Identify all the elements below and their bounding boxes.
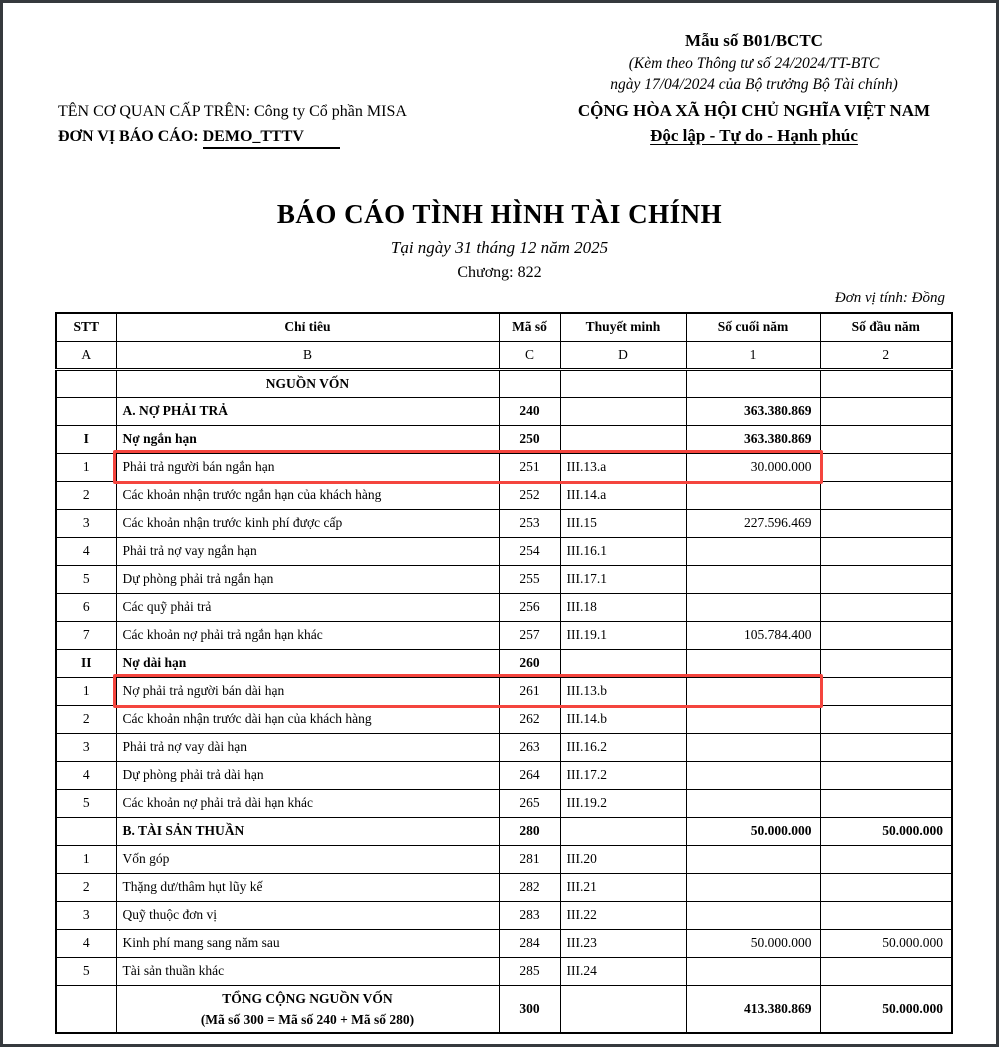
cell-chi-tieu [116, 985, 499, 1033]
report-title: BÁO CÁO TÌNH HÌNH TÀI CHÍNH [276, 199, 723, 229]
cell-stt: 3 [56, 733, 116, 761]
cell-so-cuoi-nam: 363.380.869 [686, 397, 820, 425]
parent-agency-line: TÊN CƠ QUAN CẤP TRÊN: Công ty Cổ phần MISA [58, 103, 407, 120]
table-header-row [56, 313, 952, 341]
cell-chi-tieu: A. NỢ PHẢI TRẢ [116, 397, 499, 425]
cell-ma-so: 254 [499, 537, 560, 565]
cell-chi-tieu-line1: TỔNG CỘNG NGUỒN VỐN [222, 990, 393, 1006]
cell-thuyet-minh: III.13.a [560, 453, 686, 481]
cell-thuyet-minh [560, 397, 686, 425]
cell-chi-tieu: Nợ phải trả người bán dài hạn [116, 677, 499, 705]
cell-thuyet-minh [560, 817, 686, 845]
cell-thuyet-minh: III.16.1 [560, 537, 686, 565]
cell-so-dau-nam [820, 621, 952, 649]
table-column-key-row [56, 341, 952, 369]
cell-so-dau-nam [820, 677, 952, 705]
report-date: Tại ngày 31 tháng 12 năm 2025 [390, 238, 609, 257]
column-header-so-cuoi-nam: Số cuối năm [686, 313, 820, 341]
currency-unit-note: Đơn vị tính: Đồng [834, 290, 945, 306]
cell-chi-tieu: Vốn góp [116, 845, 499, 873]
table-row [56, 845, 952, 873]
cell-chi-tieu: Phải trả người bán ngắn hạn [116, 453, 499, 481]
cell-so-dau-nam [820, 397, 952, 425]
cell-so-dau-nam [820, 901, 952, 929]
column-key-1: 1 [686, 341, 820, 369]
cell-thuyet-minh: III.18 [560, 593, 686, 621]
cell-so-cuoi-nam [686, 677, 820, 705]
table-row [56, 649, 952, 677]
cell-so-cuoi-nam [686, 957, 820, 985]
cell-so-cuoi-nam: 50.000.000 [686, 929, 820, 957]
cell-stt: 5 [56, 789, 116, 817]
table-row [56, 677, 952, 705]
cell-chi-tieu: Các khoản nợ phải trả ngắn hạn khác [116, 621, 499, 649]
cell-so-cuoi-nam: 413.380.869 [686, 985, 820, 1033]
cell-so-dau-nam [820, 481, 952, 509]
cell-stt: I [56, 425, 116, 453]
cell-chi-tieu: Dự phòng phải trả ngắn hạn [116, 565, 499, 593]
column-header-stt: STT [56, 313, 116, 341]
cell-ma-so: 256 [499, 593, 560, 621]
cell-so-dau-nam [820, 957, 952, 985]
cell-chi-tieu: B. TÀI SẢN THUẦN [116, 817, 499, 845]
form-number: Mẫu số B01/BCTC [685, 31, 823, 50]
column-key-c: C [499, 341, 560, 369]
cell-so-dau-nam [820, 733, 952, 761]
cell-ma-so: 252 [499, 481, 560, 509]
column-header-ma-so: Mã số [499, 313, 560, 341]
cell-ma-so: 283 [499, 901, 560, 929]
national-title: CỘNG HÒA XÃ HỘI CHỦ NGHĨA VIỆT NAM [577, 101, 931, 120]
cell-ma-so: 300 [499, 985, 560, 1033]
circular-reference-line2: ngày 17/04/2024 của Bộ trưởng Bộ Tài chính) [610, 76, 898, 93]
cell-so-dau-nam [820, 425, 952, 453]
cell-chi-tieu: Các quỹ phải trả [116, 593, 499, 621]
cell-ma-so [499, 369, 560, 397]
cell-ma-so: 255 [499, 565, 560, 593]
cell-so-cuoi-nam [686, 369, 820, 397]
table-row [56, 537, 952, 565]
cell-so-dau-nam [820, 845, 952, 873]
cell-ma-so: 257 [499, 621, 560, 649]
cell-so-cuoi-nam [686, 649, 820, 677]
cell-thuyet-minh: III.24 [560, 957, 686, 985]
cell-so-cuoi-nam [686, 481, 820, 509]
cell-ma-so: 261 [499, 677, 560, 705]
cell-thuyet-minh: III.22 [560, 901, 686, 929]
column-header-so-dau-nam: Số đầu năm [820, 313, 952, 341]
cell-so-cuoi-nam [686, 705, 820, 733]
cell-stt: 5 [56, 957, 116, 985]
cell-chi-tieu: Phải trả nợ vay ngắn hạn [116, 537, 499, 565]
table-row [56, 957, 952, 985]
table-row [56, 929, 952, 957]
reporting-entity-block [58, 99, 407, 149]
cell-stt: 4 [56, 761, 116, 789]
cell-stt [56, 817, 116, 845]
table-row [56, 817, 952, 845]
column-key-2: 2 [820, 341, 952, 369]
report-title-block [3, 197, 996, 284]
cell-ma-so: 260 [499, 649, 560, 677]
cell-ma-so: 250 [499, 425, 560, 453]
cell-stt: 1 [56, 845, 116, 873]
table-row [56, 369, 952, 397]
table-row [56, 873, 952, 901]
cell-so-cuoi-nam [686, 845, 820, 873]
cell-thuyet-minh: III.14.a [560, 481, 686, 509]
column-key-b: B [116, 341, 499, 369]
cell-stt: 7 [56, 621, 116, 649]
cell-stt: 3 [56, 901, 116, 929]
cell-stt: 2 [56, 481, 116, 509]
cell-stt: 6 [56, 593, 116, 621]
cell-thuyet-minh [560, 985, 686, 1033]
circular-reference-line1: (Kèm theo Thông tư số 24/2024/TT-BTC [628, 55, 880, 72]
table-row [56, 481, 952, 509]
cell-stt: 4 [56, 929, 116, 957]
table-row [56, 425, 952, 453]
column-key-d: D [560, 341, 686, 369]
cell-ma-so: 282 [499, 873, 560, 901]
cell-ma-so: 284 [499, 929, 560, 957]
table-row [56, 705, 952, 733]
cell-chi-tieu: Nợ ngắn hạn [116, 425, 499, 453]
cell-so-cuoi-nam [686, 789, 820, 817]
table-row [56, 509, 952, 537]
table-row [56, 789, 952, 817]
cell-stt: 1 [56, 677, 116, 705]
cell-thuyet-minh: III.15 [560, 509, 686, 537]
cell-ma-so: 285 [499, 957, 560, 985]
cell-so-cuoi-nam: 227.596.469 [686, 509, 820, 537]
cell-chi-tieu: Các khoản nhận trước kinh phí được cấp [116, 509, 499, 537]
cell-ma-so: 240 [499, 397, 560, 425]
cell-chi-tieu: NGUỒN VỐN [116, 369, 499, 397]
cell-thuyet-minh: III.19.2 [560, 789, 686, 817]
report-chapter: Chương: 822 [457, 264, 542, 281]
cell-thuyet-minh: III.23 [560, 929, 686, 957]
column-header-thuyet-minh: Thuyết minh [560, 313, 686, 341]
cell-so-cuoi-nam [686, 537, 820, 565]
table-row [56, 985, 952, 1033]
cell-so-dau-nam [820, 369, 952, 397]
cell-stt: 2 [56, 705, 116, 733]
reporting-unit-value: DEMO_TTTV [203, 128, 340, 149]
cell-ma-so: 280 [499, 817, 560, 845]
cell-stt: 2 [56, 873, 116, 901]
cell-so-dau-nam [820, 453, 952, 481]
cell-thuyet-minh [560, 425, 686, 453]
cell-ma-so: 281 [499, 845, 560, 873]
cell-ma-so: 264 [499, 761, 560, 789]
cell-chi-tieu: Các khoản nợ phải trả dài hạn khác [116, 789, 499, 817]
cell-ma-so: 251 [499, 453, 560, 481]
table-row [56, 733, 952, 761]
cell-stt: 1 [56, 453, 116, 481]
table-row [56, 397, 952, 425]
table-row [56, 593, 952, 621]
cell-so-cuoi-nam: 105.784.400 [686, 621, 820, 649]
table-row [56, 453, 952, 481]
cell-chi-tieu: Phải trả nợ vay dài hạn [116, 733, 499, 761]
table-row [56, 565, 952, 593]
cell-so-dau-nam [820, 649, 952, 677]
report-table-wrap [55, 312, 951, 1034]
cell-so-dau-nam [820, 509, 952, 537]
cell-chi-tieu: Các khoản nhận trước dài hạn của khách hàng [116, 705, 499, 733]
cell-stt: II [56, 649, 116, 677]
table-row [56, 761, 952, 789]
cell-chi-tieu: Tài sản thuần khác [116, 957, 499, 985]
cell-thuyet-minh [560, 369, 686, 397]
cell-so-cuoi-nam [686, 901, 820, 929]
table-row [56, 621, 952, 649]
cell-so-dau-nam [820, 565, 952, 593]
cell-so-dau-nam [820, 593, 952, 621]
cell-chi-tieu: Các khoản nhận trước ngắn hạn của khách hàng [116, 481, 499, 509]
cell-thuyet-minh: III.16.2 [560, 733, 686, 761]
reporting-unit-line [58, 124, 407, 149]
cell-so-cuoi-nam: 30.000.000 [686, 453, 820, 481]
column-key-a: A [56, 341, 116, 369]
cell-chi-tieu: Dự phòng phải trả dài hạn [116, 761, 499, 789]
cell-thuyet-minh: III.19.1 [560, 621, 686, 649]
cell-so-dau-nam: 50.000.000 [820, 985, 952, 1033]
cell-stt [56, 397, 116, 425]
cell-so-dau-nam: 50.000.000 [820, 929, 952, 957]
cell-so-cuoi-nam [686, 873, 820, 901]
cell-thuyet-minh: III.17.1 [560, 565, 686, 593]
cell-thuyet-minh: III.21 [560, 873, 686, 901]
cell-thuyet-minh: III.14.b [560, 705, 686, 733]
cell-stt [56, 985, 116, 1033]
column-header-chi-tieu: Chỉ tiêu [116, 313, 499, 341]
cell-so-dau-nam [820, 873, 952, 901]
cell-so-cuoi-nam [686, 593, 820, 621]
cell-so-dau-nam [820, 537, 952, 565]
cell-stt [56, 369, 116, 397]
cell-chi-tieu-line2: (Mã số 300 = Mã số 240 + Mã số 280) [200, 1011, 415, 1027]
cell-chi-tieu: Quỹ thuộc đơn vị [116, 901, 499, 929]
cell-stt: 3 [56, 509, 116, 537]
cell-thuyet-minh [560, 649, 686, 677]
cell-so-cuoi-nam [686, 733, 820, 761]
cell-ma-so: 263 [499, 733, 560, 761]
cell-thuyet-minh: III.17.2 [560, 761, 686, 789]
cell-so-dau-nam [820, 761, 952, 789]
cell-so-cuoi-nam: 363.380.869 [686, 425, 820, 453]
cell-thuyet-minh: III.20 [560, 845, 686, 873]
table-row [56, 901, 952, 929]
cell-chi-tieu: Kinh phí mang sang năm sau [116, 929, 499, 957]
national-motto: Độc lập - Tự do - Hạnh phúc [650, 126, 858, 145]
cell-so-dau-nam [820, 789, 952, 817]
cell-ma-so: 253 [499, 509, 560, 537]
cell-ma-so: 262 [499, 705, 560, 733]
cell-thuyet-minh: III.13.b [560, 677, 686, 705]
financial-statement-table [55, 312, 953, 1034]
cell-so-cuoi-nam [686, 761, 820, 789]
cell-chi-tieu: Nợ dài hạn [116, 649, 499, 677]
cell-so-dau-nam: 50.000.000 [820, 817, 952, 845]
cell-so-cuoi-nam: 50.000.000 [686, 817, 820, 845]
form-and-national-header [523, 29, 985, 148]
reporting-unit-label: ĐƠN VỊ BÁO CÁO: [58, 128, 199, 145]
cell-stt: 5 [56, 565, 116, 593]
cell-so-dau-nam [820, 705, 952, 733]
cell-so-cuoi-nam [686, 565, 820, 593]
cell-ma-so: 265 [499, 789, 560, 817]
cell-chi-tieu: Thặng dư/thâm hụt lũy kế [116, 873, 499, 901]
cell-stt: 4 [56, 537, 116, 565]
